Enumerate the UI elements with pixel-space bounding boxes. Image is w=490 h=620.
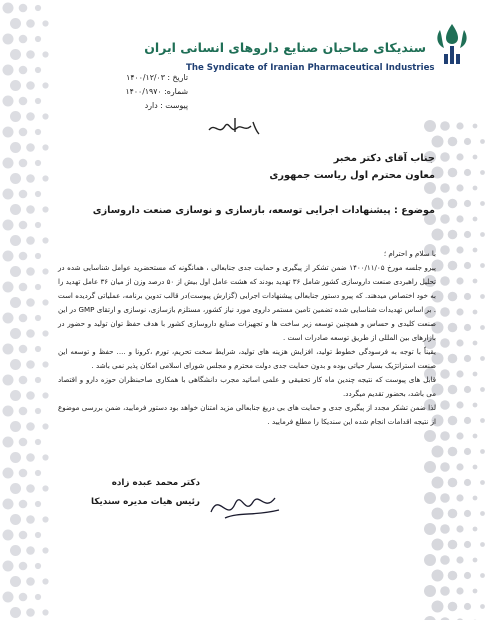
signatory-title: رئیس هیات مدیره سندیکا [91, 497, 200, 507]
addressee-name: جناب آقای دکتر مخبر [333, 153, 435, 164]
letter-subject: موضوع : پیشنهادات اجرایی توسعه، بازسازی و نوسازی صنعت داروسازی [92, 205, 435, 216]
letter-number: شماره: ۱۴۰۰/۱۹۷۰ [125, 87, 188, 96]
body-paragraph-4: لذا ضمن تشکر مجدد از پیگیری جدی و حمایت های بی دریغ جنابعالی مزید امتنان خواهد بود دستور فرمایید، ضمن بررسی موضوع از نتیجه اقدامات انجام شده این سندیکا را مطلع فرمایید . [58, 403, 436, 426]
addressee-title: معاون محترم اول ریاست جمهوری [269, 170, 435, 181]
letter-attachment: پیوست : دارد [144, 101, 188, 110]
letter-date: تاریخ : ۱۴۰۰/۱۲/۰۳ [126, 73, 188, 82]
dot-pattern-left [0, 0, 60, 620]
body-paragraph-1: پیرو جلسه مورخ ۱۴۰۰/۱۱/۰۵ ضمن تشکر از پیگیری و حمایت جدی جنابعالی ، همانگونه که مستحضرید عوامل شناسایی شده در تحلیل راهبردی صنعت داروسازی کشور شامل ۳۶ تهدید بودند که هشت عامل اول بیش از ۵۰ درصد وزن از میان ۳۶ عامل تهدید را به خود اختصاص میدهند. که پیرو دستور جنابعالی پیشنهادات اجرایی (گزارش پیوست)در قالب تدوین برنامه، عملیاتی گردیده است . بر اساس تهدیدات شناسایی شده تضمین تامین مستمر داروی مورد نیاز کشور، مستلزم بازسازی، نوسازی و ارتقای GMP در این صنعت کلیدی و حساس و همچنین توسعه زیر ساخت ها و تجهیزات صنایع داروسازی کشور با هدف حفظ توان تولید و حضور در بازارهای بین المللی از طریق توسعه صادرات است . [58, 263, 436, 342]
body-paragraph-3: قابل های پیوست که نتیجه چندین ماه کار تحقیقی و علمی اساتید مجرب دانشگاهی با همکاری صاحبنظران حوزه دارو و اقتصاد می باشد، بحضور تقدیم میگردد. [58, 375, 436, 398]
addressee [105, 150, 435, 184]
greeting: با سلام و احترام ؛ [383, 249, 436, 258]
body-paragraph-2: یقیناً با توجه به فرسودگی خطوط تولید، افزایش هزینه های تولید، شرایط سخت تحریم، تورم ،کرونا و .... حفظ و توسعه این صنعت استراتژیک بسیار حیاتی بوده و بدون حمایت جدی دولت محترم و مجلس شورای اسلامی امکان پذیر نمی باشد . [58, 347, 436, 370]
letterhead [144, 20, 472, 73]
org-name-en: The Syndicate of Iranian Pharmaceutical Industries [186, 63, 435, 73]
letter-body [58, 247, 436, 429]
handwritten-mark-top [205, 112, 261, 142]
org-name-fa: سندیکای صاحبان صنایع داروهای انسانی ایران [144, 40, 426, 55]
letter-meta [58, 71, 188, 113]
signatory-name: دکتر محمد عبده زاده [111, 478, 200, 488]
leaf-drop-logo-icon [432, 20, 472, 70]
signatory-block [60, 474, 200, 512]
signature-icon [205, 482, 285, 528]
